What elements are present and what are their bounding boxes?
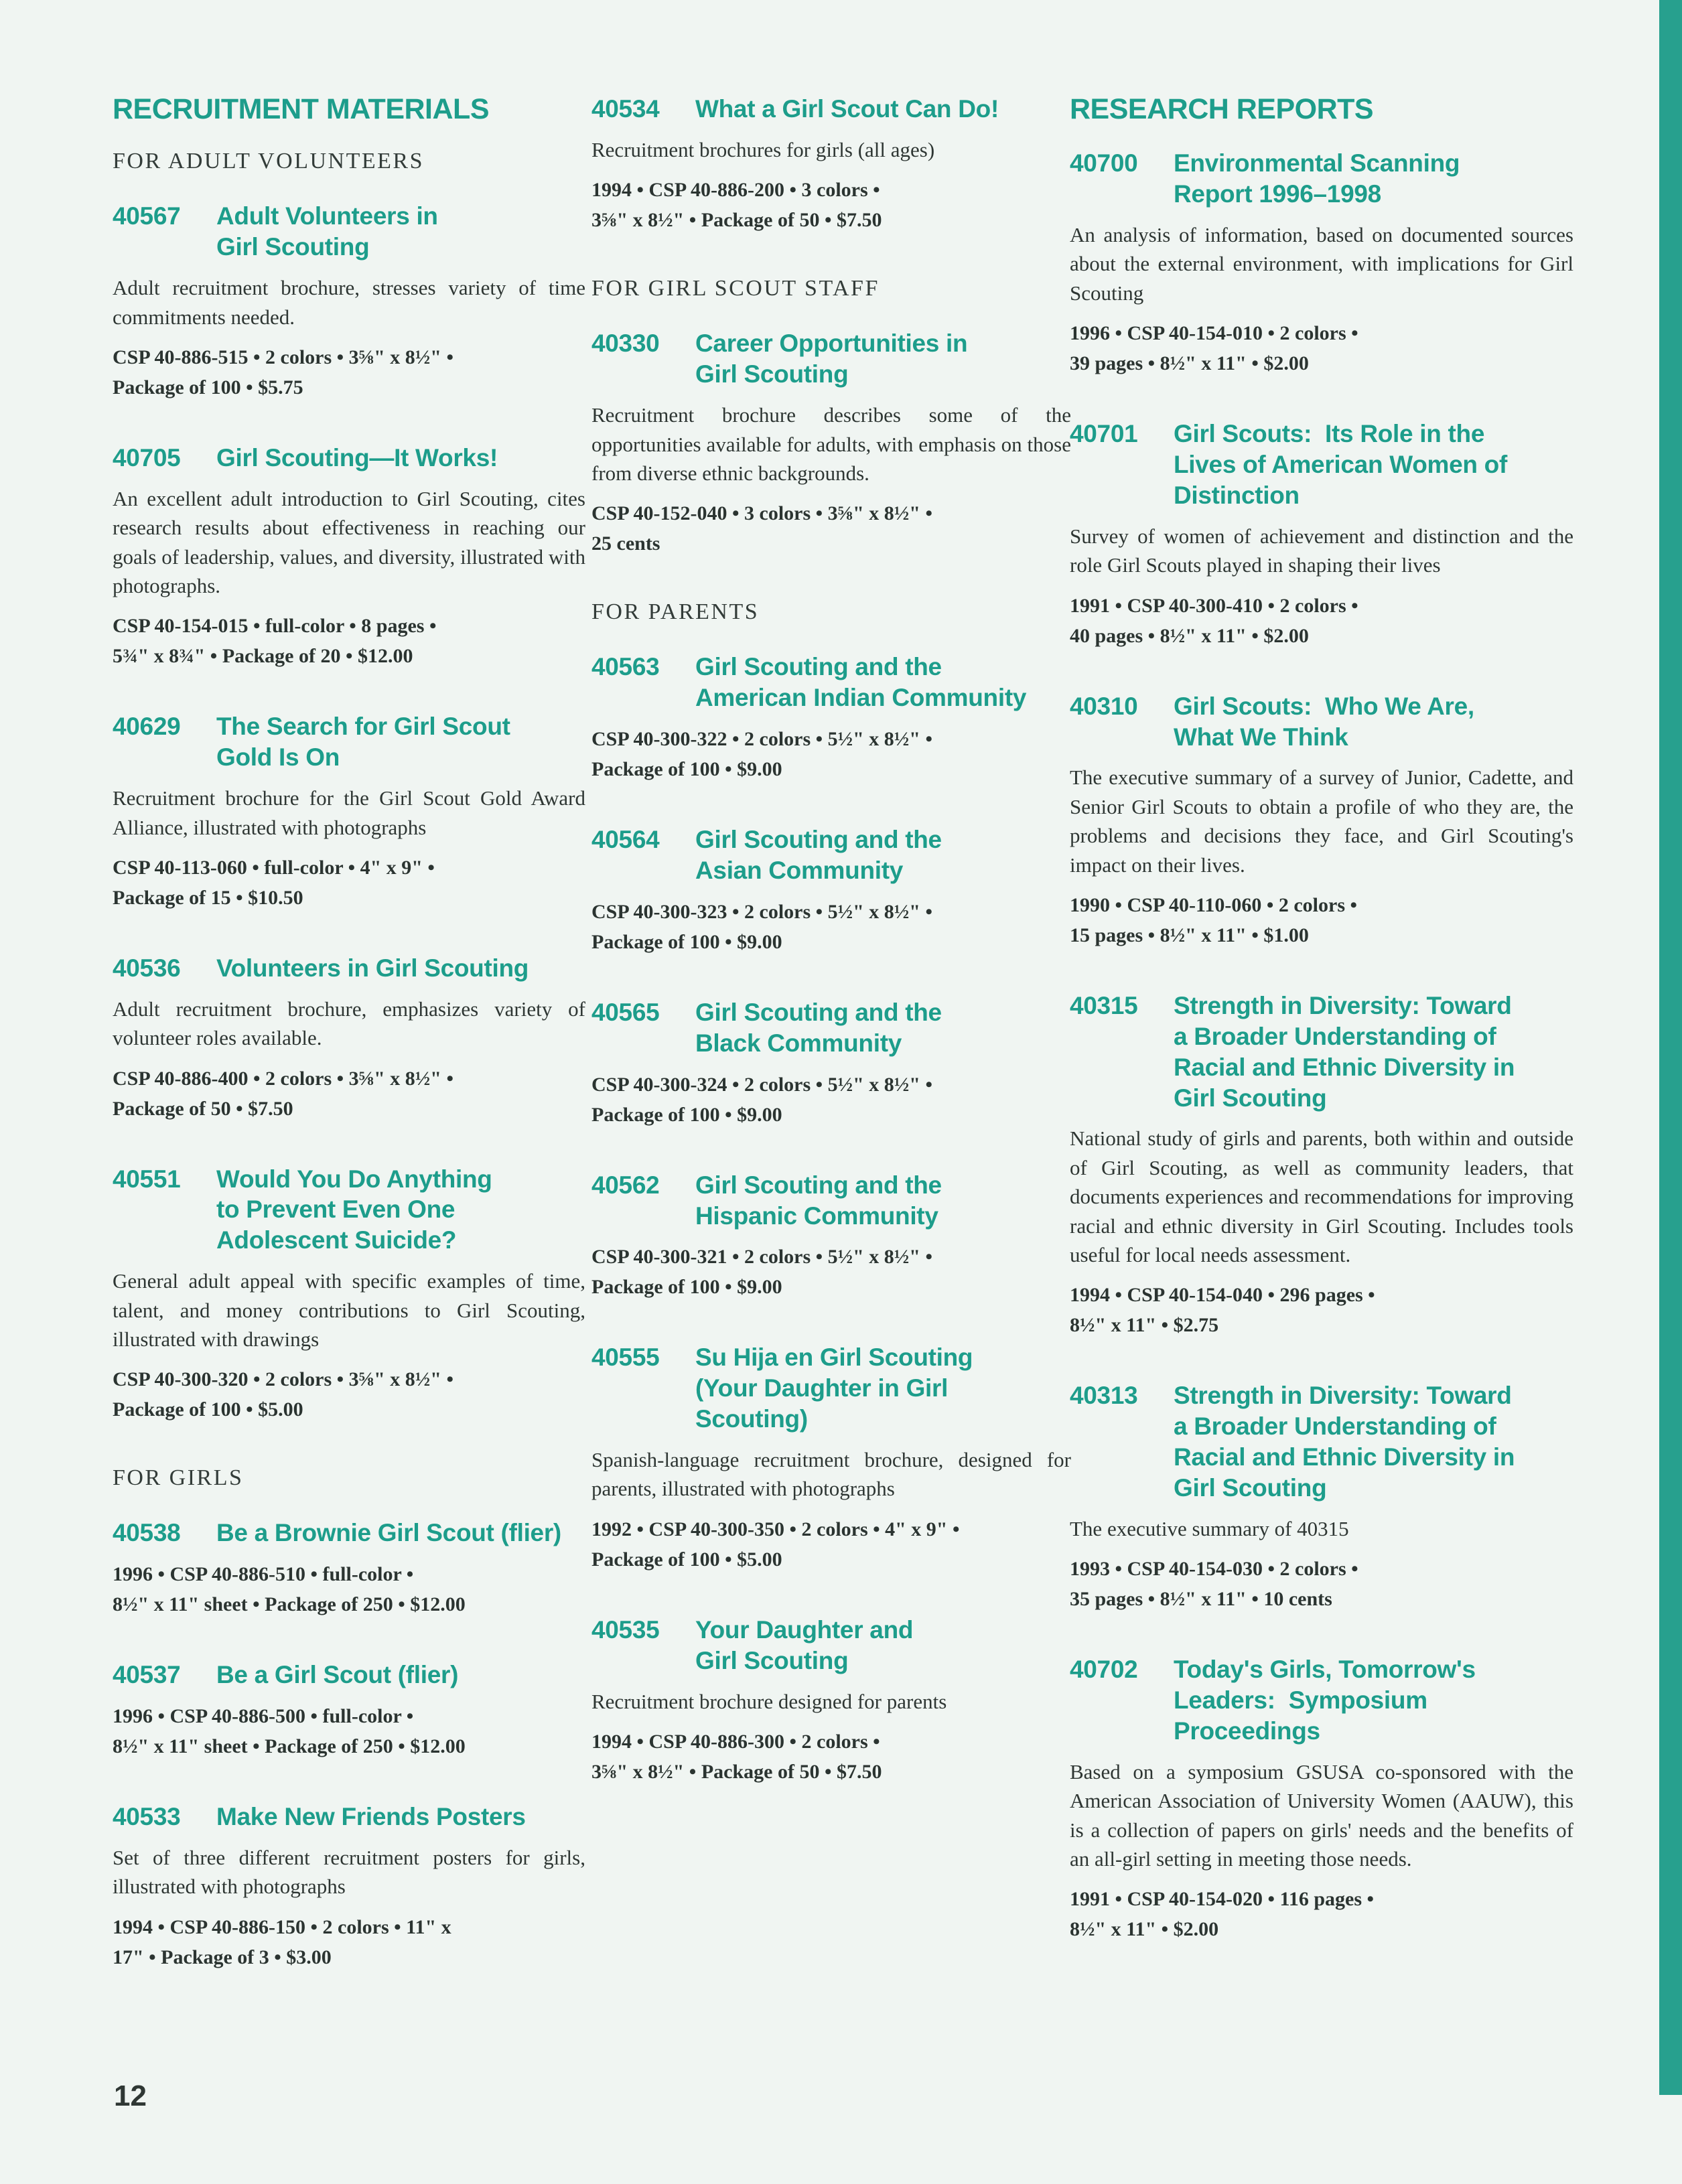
item-title-line: Volunteers in Girl Scouting: [216, 954, 529, 982]
item-title-line: a Broader Understanding of: [1174, 1412, 1496, 1441]
item-header: [1070, 1380, 1573, 1504]
catalog-item-40555: [591, 1342, 1071, 1574]
item-spec-line: CSP 40-300-323 • 2 colors • 5½" x 8½" •: [591, 900, 932, 923]
item-spec-line: 8½" x 11" sheet • Package of 250 • $12.00: [113, 1593, 466, 1616]
item-title-line: a Broader Understanding of: [1174, 1022, 1496, 1050]
item-header: [1070, 991, 1573, 1114]
item-specs: [1070, 318, 1573, 378]
item-description: The executive summary of 40315: [1070, 1516, 1349, 1540]
item-header: [591, 1170, 1071, 1232]
item-spec-line: 35 pages • 8½" x 11" • 10 cents: [1070, 1588, 1332, 1611]
catalog-item-40533: [113, 1802, 585, 1972]
item-title-line: (Your Daughter in Girl: [695, 1374, 949, 1402]
item-title: [695, 824, 1071, 886]
catalog-item-40701: [1070, 419, 1573, 650]
item-spec-line: CSP 40-154-015 • full-color • 8 pages •: [113, 615, 437, 638]
item-spec-line: CSP 40-886-515 • 2 colors • 3⅝" x 8½" •: [113, 346, 453, 368]
item-description: Set of three different recruitment posters for girls, illustrated with photographs: [113, 1846, 585, 1899]
item-title: [695, 1615, 1071, 1676]
item-title: [1174, 148, 1573, 210]
item-spec-line: 3⅝" x 8½" • Package of 50 • $7.50: [591, 209, 882, 232]
catalog-item-40537: [113, 1660, 585, 1761]
item-spec-line: 3⅝" x 8½" • Package of 50 • $7.50: [591, 1760, 882, 1783]
item-header: [1070, 419, 1573, 511]
item-code: 40534: [591, 95, 660, 123]
item-title-line: Girl Scouting: [695, 360, 849, 388]
item-description: Spanish-language recruitment brochure, designed for parents, illustrated with photographs: [591, 1448, 1071, 1501]
item-specs: [113, 1559, 585, 1619]
item-specs: [113, 1364, 585, 1425]
item-spec-line: Package of 100 • $9.00: [591, 1103, 782, 1126]
catalog-item-40310: [1070, 691, 1573, 950]
item-specs: [113, 611, 585, 671]
item-spec-line: 25 cents: [591, 532, 660, 555]
item-description: National study of girls and parents, both within and outside of Girl Scouting, as well as community leaders, that documents experiences and recommendations for improving racial and ethnic diversity in Girl Scouting. Includes tools useful for local needs assessment.: [1070, 1126, 1573, 1266]
item-title: [216, 1164, 585, 1256]
item-title: [216, 443, 585, 474]
item-title-line: Adult Volunteers in: [216, 202, 438, 230]
item-title-line: Today's Girls, Tomorrow's: [1174, 1656, 1476, 1684]
subsection-header: FOR GIRLS: [113, 1465, 244, 1491]
item-spec-line: 1994 • CSP 40-154-040 • 296 pages •: [1070, 1284, 1375, 1307]
item-specs: [113, 342, 585, 403]
item-specs: [113, 1912, 585, 1972]
item-code: 40315: [1070, 991, 1138, 1019]
catalog-item-40313: [1070, 1380, 1573, 1614]
item-title-line: Girl Scouting: [216, 233, 370, 261]
item-title-line: Girl Scouting: [1174, 1084, 1327, 1112]
subsection-header: FOR GIRL SCOUT STAFF: [591, 276, 880, 301]
item-code: 40551: [113, 1165, 181, 1193]
item-code: 40629: [113, 713, 181, 741]
subsection-header: FOR PARENTS: [591, 599, 760, 625]
item-spec-line: 15 pages • 8½" x 11" • $1.00: [1070, 924, 1309, 946]
item-spec-line: Package of 100 • $5.75: [113, 376, 303, 398]
item-spec-line: 1991 • CSP 40-154-020 • 116 pages •: [1070, 1888, 1375, 1911]
item-title-line: Girl Scouting and the: [695, 653, 942, 681]
item-title-line: Racial and Ethnic Diversity in: [1174, 1443, 1515, 1471]
item-header: [1070, 691, 1573, 753]
item-specs: [113, 853, 585, 913]
item-title-line: Girl Scouting and the: [695, 1171, 942, 1199]
item-code: 40538: [113, 1519, 181, 1547]
item-spec-line: CSP 40-300-320 • 2 colors • 3⅝" x 8½" •: [113, 1368, 453, 1391]
item-spec-line: 8½" x 11" • $2.00: [1070, 1918, 1219, 1941]
section-header: RECRUITMENT MATERIALS: [113, 93, 490, 125]
item-spec-line: Package of 50 • $7.50: [113, 1097, 293, 1120]
catalog-column-1: [113, 94, 585, 2013]
item-title-line: Career Opportunities in: [695, 330, 968, 358]
item-specs: [1070, 591, 1573, 651]
item-header: [113, 1518, 585, 1548]
accent-bar: [1659, 0, 1682, 2095]
item-header: [113, 711, 585, 773]
item-title-line: Asian Community: [695, 857, 904, 884]
item-spec-line: 1996 • CSP 40-886-500 • full-color •: [113, 1705, 414, 1728]
item-title-line: Girl Scouting and the: [695, 998, 942, 1026]
item-spec-line: 17" • Package of 3 • $3.00: [113, 1946, 332, 1968]
item-title-line: Be a Brownie Girl Scout (flier): [216, 1519, 561, 1547]
item-description: General adult appeal with specific examples of time, talent, and money contributions to Girl Scouting, illustrated with drawings: [113, 1269, 585, 1351]
item-title-line: Strength in Diversity: Toward: [1174, 1382, 1512, 1410]
catalog-item-40330: [591, 328, 1071, 559]
page-number: 12: [114, 2080, 147, 2112]
catalog-item-40567: [113, 201, 585, 403]
catalog-item-40536: [113, 953, 585, 1124]
item-description: Adult recruitment brochure, emphasizes variety of volunteer roles available.: [113, 997, 585, 1050]
item-specs: [591, 498, 1071, 559]
catalog-item-40535: [591, 1615, 1071, 1787]
item-spec-line: 1996 • CSP 40-154-010 • 2 colors •: [1070, 322, 1358, 345]
item-spec-line: Package of 15 • $10.50: [113, 886, 303, 909]
item-header: [113, 443, 585, 474]
item-spec-line: CSP 40-300-321 • 2 colors • 5½" x 8½" •: [591, 1246, 932, 1268]
item-header: [591, 1342, 1071, 1435]
item-title-line: Girl Scouting—It Works!: [216, 443, 498, 471]
item-description: An excellent adult introduction to Girl Scouting, cites research results about effectiveness in reaching our goals of leadership, values, and diversity, illustrated with photographs.: [113, 486, 585, 597]
item-specs: [591, 175, 1071, 235]
item-title-line: Environmental Scanning: [1174, 149, 1460, 177]
item-title-line: Gold Is On: [216, 743, 340, 772]
item-specs: [591, 1242, 1071, 1302]
item-spec-line: 1994 • CSP 40-886-200 • 3 colors •: [591, 179, 880, 202]
item-code: 40564: [591, 826, 660, 854]
item-description: The executive summary of a survey of Junior, Cadette, and Senior Girl Scouts to obtain a profile of who they are, the problems and decisions they face, and Girl Scouting's impact on their lives.: [1070, 766, 1573, 877]
item-title-line: Girl Scouting: [1174, 1474, 1327, 1502]
item-code: 40567: [113, 202, 181, 230]
catalog-item-40702: [1070, 1654, 1573, 1944]
item-header: [1070, 1654, 1573, 1747]
item-code: 40533: [113, 1803, 181, 1831]
item-code: 40565: [591, 998, 660, 1026]
item-code: 40700: [1070, 149, 1138, 177]
catalog-item-40700: [1070, 148, 1573, 378]
item-title: [695, 94, 1071, 125]
item-header: [591, 1615, 1071, 1676]
item-specs: [1070, 1280, 1573, 1340]
catalog-item-40563: [591, 652, 1071, 784]
item-code: 40310: [1070, 692, 1138, 720]
item-title-line: Hispanic Community: [695, 1202, 938, 1230]
item-code: 40562: [591, 1171, 660, 1199]
item-code: 40330: [591, 330, 660, 358]
item-spec-line: 1990 • CSP 40-110-060 • 2 colors •: [1070, 893, 1357, 916]
item-title-line: What a Girl Scout Can Do!: [695, 95, 999, 123]
item-header: [113, 1660, 585, 1690]
catalog-item-40534: [591, 94, 1071, 235]
item-title-line: Report 1996–1998: [1174, 180, 1381, 208]
item-title: [1174, 1380, 1573, 1504]
item-spec-line: 39 pages • 8½" x 11" • $2.00: [1070, 352, 1309, 375]
item-spec-line: Package of 100 • $5.00: [113, 1398, 303, 1421]
item-specs: [591, 724, 1071, 784]
item-spec-line: 1992 • CSP 40-300-350 • 2 colors • 4" x 9" •: [591, 1518, 960, 1540]
item-spec-line: Package of 100 • $9.00: [591, 758, 782, 781]
catalog-column-3: [1070, 94, 1573, 1984]
item-code: 40537: [113, 1661, 181, 1689]
item-spec-line: 40 pages • 8½" x 11" • $2.00: [1070, 624, 1309, 647]
item-title: [695, 1342, 1071, 1435]
item-title-line: American Indian Community: [695, 684, 1027, 712]
item-title: [216, 201, 585, 263]
catalog-column-2: [591, 94, 1071, 1827]
item-code: 40701: [1070, 420, 1138, 448]
item-specs: [591, 1727, 1071, 1787]
item-spec-line: CSP 40-113-060 • full-color • 4" x 9" •: [113, 856, 435, 879]
item-header: [113, 1802, 585, 1832]
item-spec-line: 1991 • CSP 40-300-410 • 2 colors •: [1070, 594, 1358, 617]
item-title-line: Lives of American Women of: [1174, 451, 1507, 479]
item-title-line: Scouting): [695, 1405, 808, 1433]
item-header: [591, 94, 1071, 125]
item-title-line: What We Think: [1174, 723, 1348, 751]
item-header: [591, 997, 1071, 1059]
item-spec-line: 8½" x 11" • $2.75: [1070, 1314, 1219, 1337]
item-header: [113, 201, 585, 263]
item-title-line: Strength in Diversity: Toward: [1174, 991, 1512, 1019]
item-spec-line: 1993 • CSP 40-154-030 • 2 colors •: [1070, 1558, 1358, 1581]
item-title-line: Racial and Ethnic Diversity in: [1174, 1053, 1515, 1081]
item-title: [1174, 1654, 1573, 1747]
catalog-item-40705: [113, 443, 585, 671]
item-code: 40535: [591, 1615, 660, 1644]
item-spec-line: 1994 • CSP 40-886-150 • 2 colors • 11" x: [113, 1915, 451, 1938]
item-title: [695, 328, 1071, 390]
item-specs: [113, 1701, 585, 1761]
item-description: Adult recruitment brochure, stresses variety of time commitments needed.: [113, 276, 585, 329]
item-title: [216, 1518, 585, 1548]
item-title-line: Black Community: [695, 1029, 902, 1057]
item-code: 40563: [591, 653, 660, 681]
item-title-line: The Search for Girl Scout: [216, 713, 510, 741]
item-title-line: Make New Friends Posters: [216, 1803, 526, 1831]
item-title-line: Your Daughter and: [695, 1615, 914, 1644]
item-spec-line: Package of 100 • $5.00: [591, 1548, 782, 1571]
item-spec-line: CSP 40-152-040 • 3 colors • 3⅝" x 8½" •: [591, 502, 932, 525]
item-specs: [1070, 890, 1573, 950]
item-code: 40555: [591, 1343, 660, 1372]
item-specs: [591, 1070, 1071, 1130]
item-description: Recruitment brochure designed for parents: [591, 1689, 947, 1713]
item-title-line: Girl Scouts: Who We Are,: [1174, 692, 1474, 720]
item-spec-line: 8½" x 11" sheet • Package of 250 • $12.00: [113, 1735, 466, 1758]
item-code: 40536: [113, 954, 181, 982]
item-description: Recruitment brochure for the Girl Scout Gold Award Alliance, illustrated with photographs: [113, 786, 585, 839]
subsection-header: FOR ADULT VOLUNTEERS: [113, 149, 424, 174]
section-header: RESEARCH REPORTS: [1070, 93, 1374, 125]
item-description: Based on a symposium GSUSA co-sponsored with the American Association of University Women (AAUW), this is a collection of papers on girls' needs and the benefits of an all-girl setting in meeting those needs.: [1070, 1759, 1573, 1871]
catalog-item-40565: [591, 997, 1071, 1130]
item-header: [591, 328, 1071, 390]
item-header: [113, 953, 585, 984]
item-title-line: Distinction: [1174, 481, 1300, 509]
catalog-item-40562: [591, 1170, 1071, 1303]
item-title-line: Leaders: Symposium: [1174, 1686, 1427, 1715]
item-code: 40702: [1070, 1656, 1138, 1684]
item-spec-line: CSP 40-300-324 • 2 colors • 5½" x 8½" •: [591, 1073, 932, 1096]
item-title-line: to Prevent Even One: [216, 1195, 455, 1224]
item-spec-line: 5¾" x 8¾" • Package of 20 • $12.00: [113, 645, 413, 668]
item-code: 40313: [1070, 1382, 1138, 1410]
catalog-item-40629: [113, 711, 585, 913]
item-title-line: Proceedings: [1174, 1717, 1320, 1745]
item-code: 40705: [113, 443, 181, 471]
item-title: [695, 1170, 1071, 1232]
item-header: [591, 652, 1071, 713]
item-title-line: Would You Do Anything: [216, 1165, 492, 1193]
item-title: [216, 711, 585, 773]
item-title: [216, 953, 585, 984]
item-title-line: Girl Scouts: Its Role in the: [1174, 420, 1485, 448]
catalog-item-40564: [591, 824, 1071, 957]
item-title: [216, 1660, 585, 1690]
item-header: [113, 1164, 585, 1256]
item-specs: [591, 897, 1071, 957]
catalog-item-40538: [113, 1518, 585, 1619]
item-spec-line: Package of 100 • $9.00: [591, 930, 782, 953]
item-title-line: Girl Scouting: [695, 1646, 849, 1674]
item-title: [695, 997, 1071, 1059]
item-description: Recruitment brochures for girls (all ages): [591, 137, 935, 161]
item-title: [1174, 691, 1573, 753]
item-specs: [1070, 1554, 1573, 1614]
item-title: [216, 1802, 585, 1832]
item-description: An analysis of information, based on documented sources about the external environment, with implications for Girl Scouting: [1070, 223, 1573, 305]
item-title: [695, 652, 1071, 713]
item-description: Survey of women of achievement and distinction and the role Girl Scouts played in shaping their lives: [1070, 524, 1573, 577]
item-spec-line: 1996 • CSP 40-886-510 • full-color •: [113, 1563, 414, 1586]
item-title-line: Girl Scouting and the: [695, 826, 942, 854]
catalog-item-40315: [1070, 991, 1573, 1340]
item-spec-line: Package of 100 • $9.00: [591, 1276, 782, 1299]
item-specs: [591, 1514, 1071, 1575]
item-header: [1070, 148, 1573, 210]
item-header: [591, 824, 1071, 886]
item-title-line: Su Hija en Girl Scouting: [695, 1343, 973, 1372]
item-title: [1174, 991, 1573, 1114]
item-title-line: Be a Girl Scout (flier): [216, 1661, 459, 1689]
item-title-line: Adolescent Suicide?: [216, 1226, 457, 1254]
item-specs: [113, 1064, 585, 1124]
catalog-item-40551: [113, 1164, 585, 1425]
item-description: Recruitment brochure describes some of the opportunities available for adults, with emphasis on those from diverse ethnic backgrounds.: [591, 403, 1071, 485]
item-title: [1174, 419, 1573, 511]
item-specs: [1070, 1884, 1573, 1944]
item-spec-line: CSP 40-886-400 • 2 colors • 3⅝" x 8½" •: [113, 1067, 453, 1090]
item-spec-line: CSP 40-300-322 • 2 colors • 5½" x 8½" •: [591, 728, 932, 751]
item-spec-line: 1994 • CSP 40-886-300 • 2 colors •: [591, 1730, 880, 1753]
